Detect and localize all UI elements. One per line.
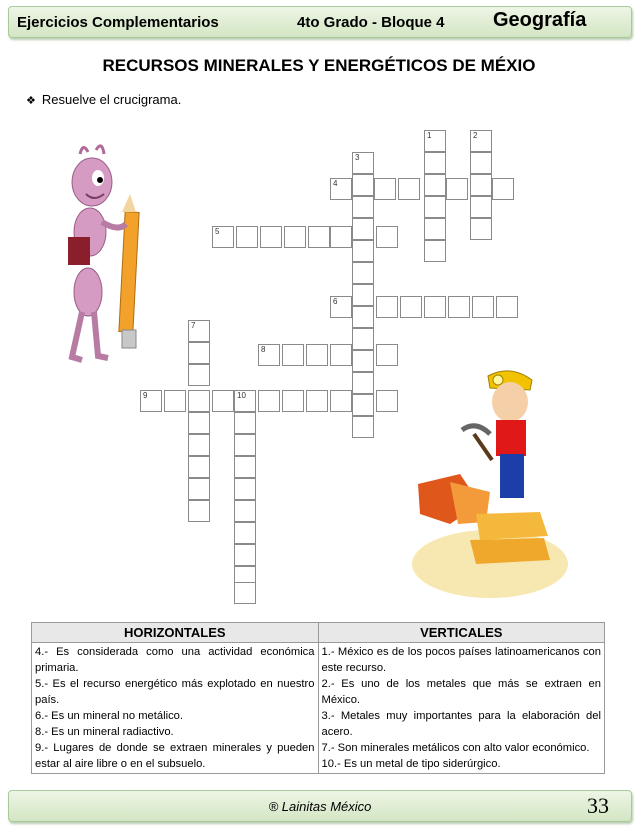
crossword-cell[interactable] [352, 284, 374, 306]
page-footer [8, 790, 632, 822]
page-title: RECURSOS MINERALES Y ENERGÉTICOS DE MÉXIO [102, 56, 536, 75]
crossword-cell[interactable] [282, 344, 304, 366]
crossword-cell[interactable] [330, 226, 352, 248]
clue-number: 4 [333, 179, 338, 188]
crossword-cell[interactable] [446, 178, 468, 200]
crossword-cell[interactable] [374, 178, 396, 200]
crossword-cell[interactable] [234, 412, 256, 434]
crossword-cell[interactable] [188, 456, 210, 478]
miner-boy-illustration [410, 364, 570, 604]
crossword-cell[interactable] [424, 196, 446, 218]
crossword-cell[interactable] [308, 226, 330, 248]
crossword-cell[interactable] [234, 456, 256, 478]
crossword-cell[interactable] [376, 296, 398, 318]
crossword-cell[interactable] [352, 372, 374, 394]
footer-credit: ® Lainitas México [268, 799, 372, 814]
clue-v3: 3.- Metales muy importantes para la elaboración del acero. [321, 710, 601, 738]
crossword-cell[interactable] [448, 296, 470, 318]
clue-h9: 9.- Lugares de donde se extraen minerales y pueden estar al aire libre o en el subsuelo. [35, 742, 315, 770]
crossword-cell[interactable] [496, 296, 518, 318]
crossword-cell[interactable] [236, 226, 258, 248]
crossword-cell[interactable] [234, 544, 256, 566]
crossword-cell[interactable] [352, 416, 374, 438]
clue-number: 2 [473, 131, 478, 140]
clue-number: 1 [427, 131, 432, 140]
diamond-bullet-icon: ❖ [26, 95, 36, 107]
crossword-cell[interactable] [376, 226, 398, 248]
crossword-cell[interactable] [306, 390, 328, 412]
crossword-cell[interactable] [424, 240, 446, 262]
header-subject: Ejercicios Complementarios [17, 14, 219, 31]
crossword-cell[interactable] [188, 364, 210, 386]
verticales-header: VERTICALES [318, 623, 605, 643]
clue-number: 10 [237, 391, 246, 400]
clue-h5: 5.- Es el recurso energético más explotado en nuestro país. [35, 678, 315, 706]
crossword-cell[interactable] [352, 306, 374, 328]
instruction [26, 92, 181, 107]
crossword-cell[interactable] [472, 296, 494, 318]
page-header [8, 6, 632, 38]
crossword-cell[interactable] [352, 240, 374, 262]
crossword-cell[interactable] [352, 328, 374, 350]
ant-with-pencil-illustration [58, 142, 148, 372]
crossword-cell[interactable] [188, 478, 210, 500]
crossword-cell[interactable] [282, 390, 304, 412]
instruction-text: Resuelve el crucigrama. [41, 92, 182, 107]
crossword-cell[interactable] [376, 390, 398, 412]
crossword-cell[interactable] [398, 178, 420, 200]
verticales-clues [318, 643, 605, 774]
crossword-cell[interactable] [424, 296, 446, 318]
clue-number: 5 [215, 227, 220, 236]
crossword-cell[interactable] [306, 344, 328, 366]
crossword-cell[interactable] [212, 390, 234, 412]
clue-h4: 4.- Es considerada como una actividad económica primaria. [35, 646, 315, 674]
crossword-cell[interactable] [352, 174, 374, 196]
crossword-cell[interactable] [352, 394, 374, 416]
clue-v10: 10.- Es un metal de tipo siderúrgico. [321, 758, 501, 770]
crossword-cell[interactable] [234, 478, 256, 500]
crossword-cell[interactable] [352, 218, 374, 240]
crossword-cell[interactable] [234, 500, 256, 522]
clue-h8: 8.- Es un mineral radiactivo. [35, 726, 174, 738]
crossword-cell[interactable] [492, 178, 514, 200]
crossword-cell[interactable] [188, 390, 210, 412]
crossword-cell[interactable] [188, 500, 210, 522]
crossword-cell[interactable] [400, 296, 422, 318]
clue-v1: 1.- México es de los pocos países latinoamericanos con este recurso. [321, 646, 601, 674]
clue-v2: 2.- Es uno de los metales que más se extraen en México. [321, 678, 601, 706]
crossword-cell[interactable] [424, 218, 446, 240]
clue-h6: 6.- Es un mineral no metálico. [35, 710, 183, 722]
crossword-cell[interactable] [330, 390, 352, 412]
crossword-cell[interactable] [470, 152, 492, 174]
clue-v7: 7.- Son minerales metálicos con alto valor económico. [321, 742, 590, 754]
clue-number: 9 [143, 391, 148, 400]
crossword-cell[interactable] [352, 262, 374, 284]
crossword-cell[interactable] [330, 344, 352, 366]
clue-number: 7 [191, 321, 196, 330]
crossword-cell[interactable] [376, 344, 398, 366]
crossword-cell[interactable] [164, 390, 186, 412]
crossword-cell[interactable] [470, 174, 492, 196]
horizontales-header: HORIZONTALES [32, 623, 319, 643]
crossword-cell[interactable] [260, 226, 282, 248]
crossword-cell[interactable] [424, 174, 446, 196]
crossword-cell[interactable] [234, 582, 256, 604]
clues-table [31, 622, 605, 774]
header-topic: Geografía [493, 9, 587, 31]
crossword-cell[interactable] [188, 412, 210, 434]
clue-number: 3 [355, 153, 360, 162]
clue-number: 6 [333, 297, 338, 306]
crossword-cell[interactable] [284, 226, 306, 248]
crossword-cell[interactable] [470, 218, 492, 240]
crossword-cell[interactable] [234, 434, 256, 456]
crossword-cell[interactable] [424, 152, 446, 174]
header-grade: 4to Grado - Bloque 4 [297, 14, 445, 31]
page-number: 33 [587, 793, 609, 818]
crossword-cell[interactable] [258, 390, 280, 412]
crossword-cell[interactable] [352, 196, 374, 218]
crossword-cell[interactable] [470, 196, 492, 218]
crossword-cell[interactable] [188, 434, 210, 456]
clue-number: 8 [261, 345, 266, 354]
horizontales-clues [32, 643, 319, 774]
crossword-cell[interactable] [188, 342, 210, 364]
crossword-cell[interactable] [234, 522, 256, 544]
crossword-cell[interactable] [352, 350, 374, 372]
